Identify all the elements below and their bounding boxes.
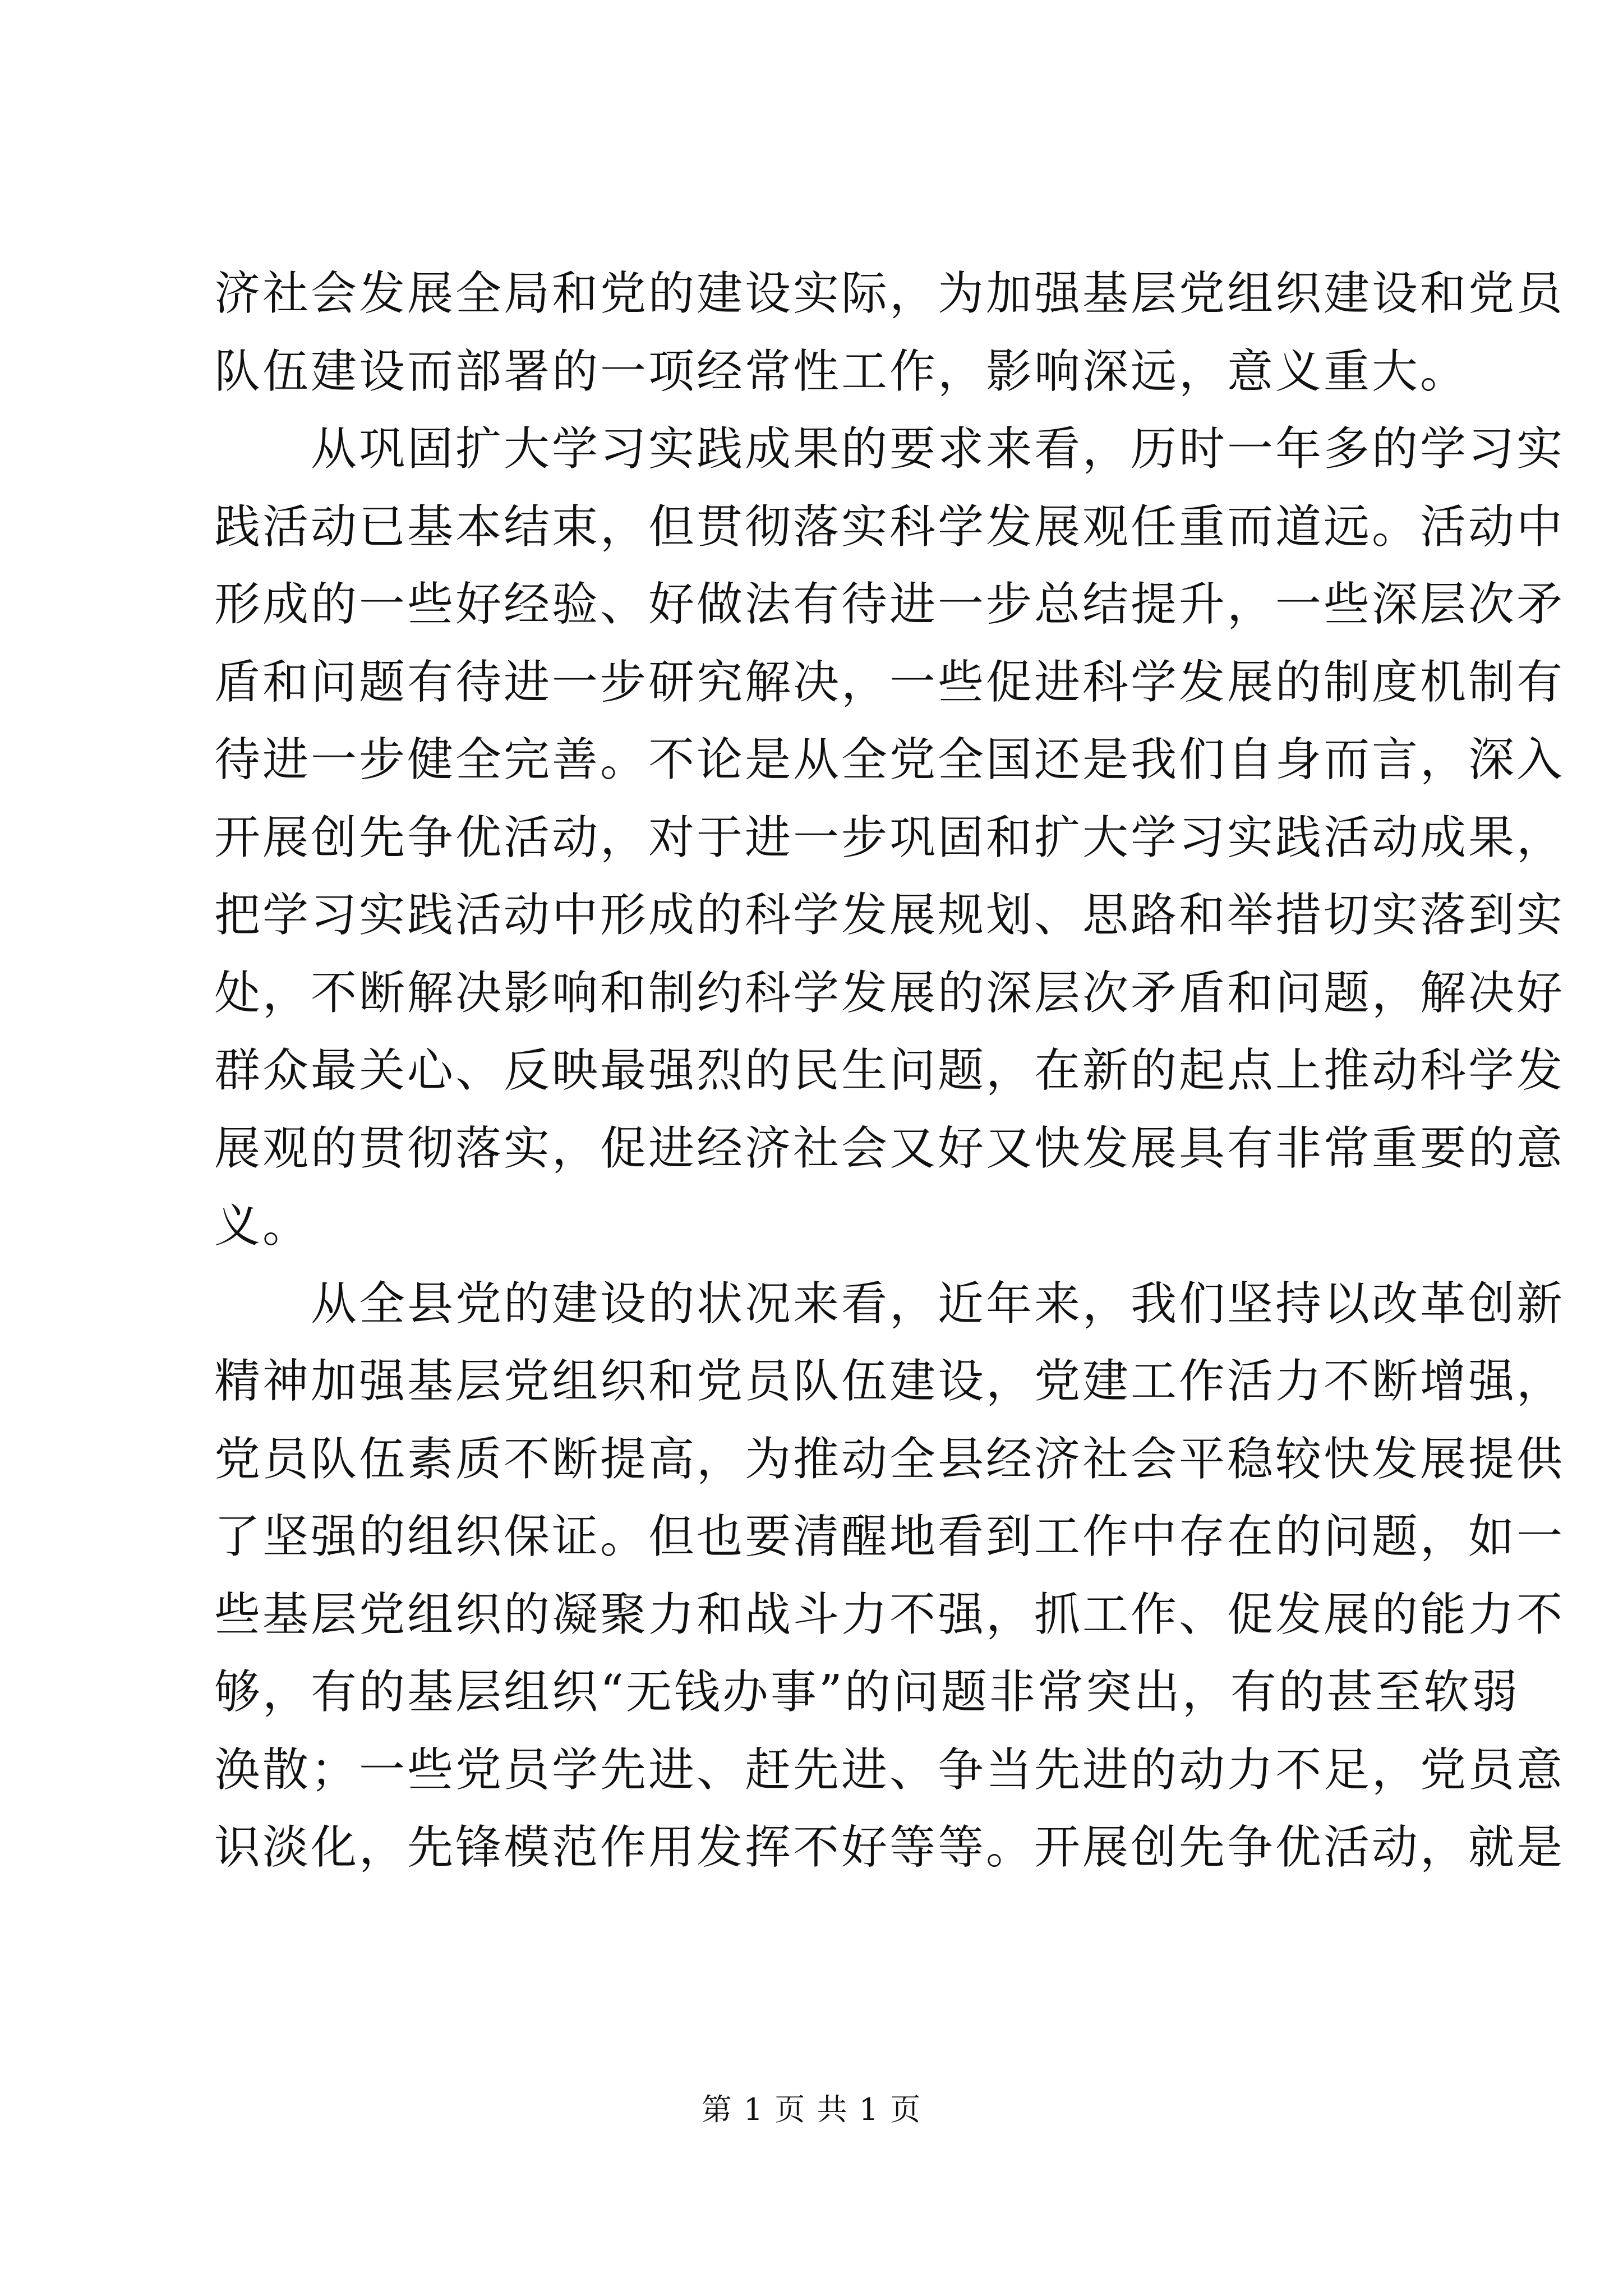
text-line: 了坚强的组织保证。但也要清醒地看到工作中存在的问题，如一 xyxy=(214,1510,1565,1563)
text-line: 践活动已基本结束，但贯彻落实科学发展观任重而道远。活动中 xyxy=(214,500,1565,554)
text-line: 从全县党的建设的状况来看，近年来，我们坚持以改革创新 xyxy=(214,1277,1565,1331)
text-line: 够，有的基层组织“无钱办事”的问题非常突出，有的甚至软弱 xyxy=(214,1665,1520,1719)
text-line: 展观的贯彻落实，促进经济社会又好又快发展具有非常重要的意 xyxy=(214,1121,1565,1175)
text-line: 形成的一些好经验、好做法有待进一步总结提升，一些深层次矛 xyxy=(214,578,1565,631)
body-text xyxy=(214,255,1565,1887)
text-line: 从巩固扩大学习实践成果的要求来看，历时一年多的学习实 xyxy=(214,422,1565,476)
text-line: 盾和问题有待进一步研究解决，一些促进科学发展的制度机制有 xyxy=(214,655,1565,709)
text-line: 处，不断解决影响和制约科学发展的深层次矛盾和问题，解决好 xyxy=(214,966,1565,1020)
text-line: 精神加强基层党组织和党员队伍建设，党建工作活力不断增强， xyxy=(214,1355,1565,1408)
text-line: 涣散；一些党员学先进、赶先进、争当先进的动力不足，党员意 xyxy=(214,1743,1565,1797)
text-line: 些基层党组织的凝聚力和战斗力不强，抓工作、促发展的能力不 xyxy=(214,1588,1565,1641)
text-line: 待进一步健全完善。不论是从全党全国还是我们自身而言，深入 xyxy=(214,733,1565,786)
text-line: 济社会发展全局和党的建设实际，为加强基层党组织建设和党员 xyxy=(214,267,1565,320)
text-line: 义。 xyxy=(214,1199,311,1253)
text-line: 党员队伍素质不断提高，为推动全县经济社会平稳较快发展提供 xyxy=(214,1432,1565,1486)
text-line: 群众最关心、反映最强烈的民生问题，在新的起点上推动科学发 xyxy=(214,1044,1565,1097)
page-footer: 第 1 页 共 1 页 xyxy=(701,2092,922,2127)
text-line: 识淡化，先锋模范作用发挥不好等等。开展创先争优活动，就是 xyxy=(214,1821,1565,1874)
text-line: 开展创先争优活动，对于进一步巩固和扩大学习实践活动成果， xyxy=(214,811,1565,864)
text-line: 队伍建设而部署的一项经常性工作，影响深远，意义重大。 xyxy=(214,344,1469,398)
text-line: 把学习实践活动中形成的科学发展规划、思路和举措切实落到实 xyxy=(214,889,1565,942)
